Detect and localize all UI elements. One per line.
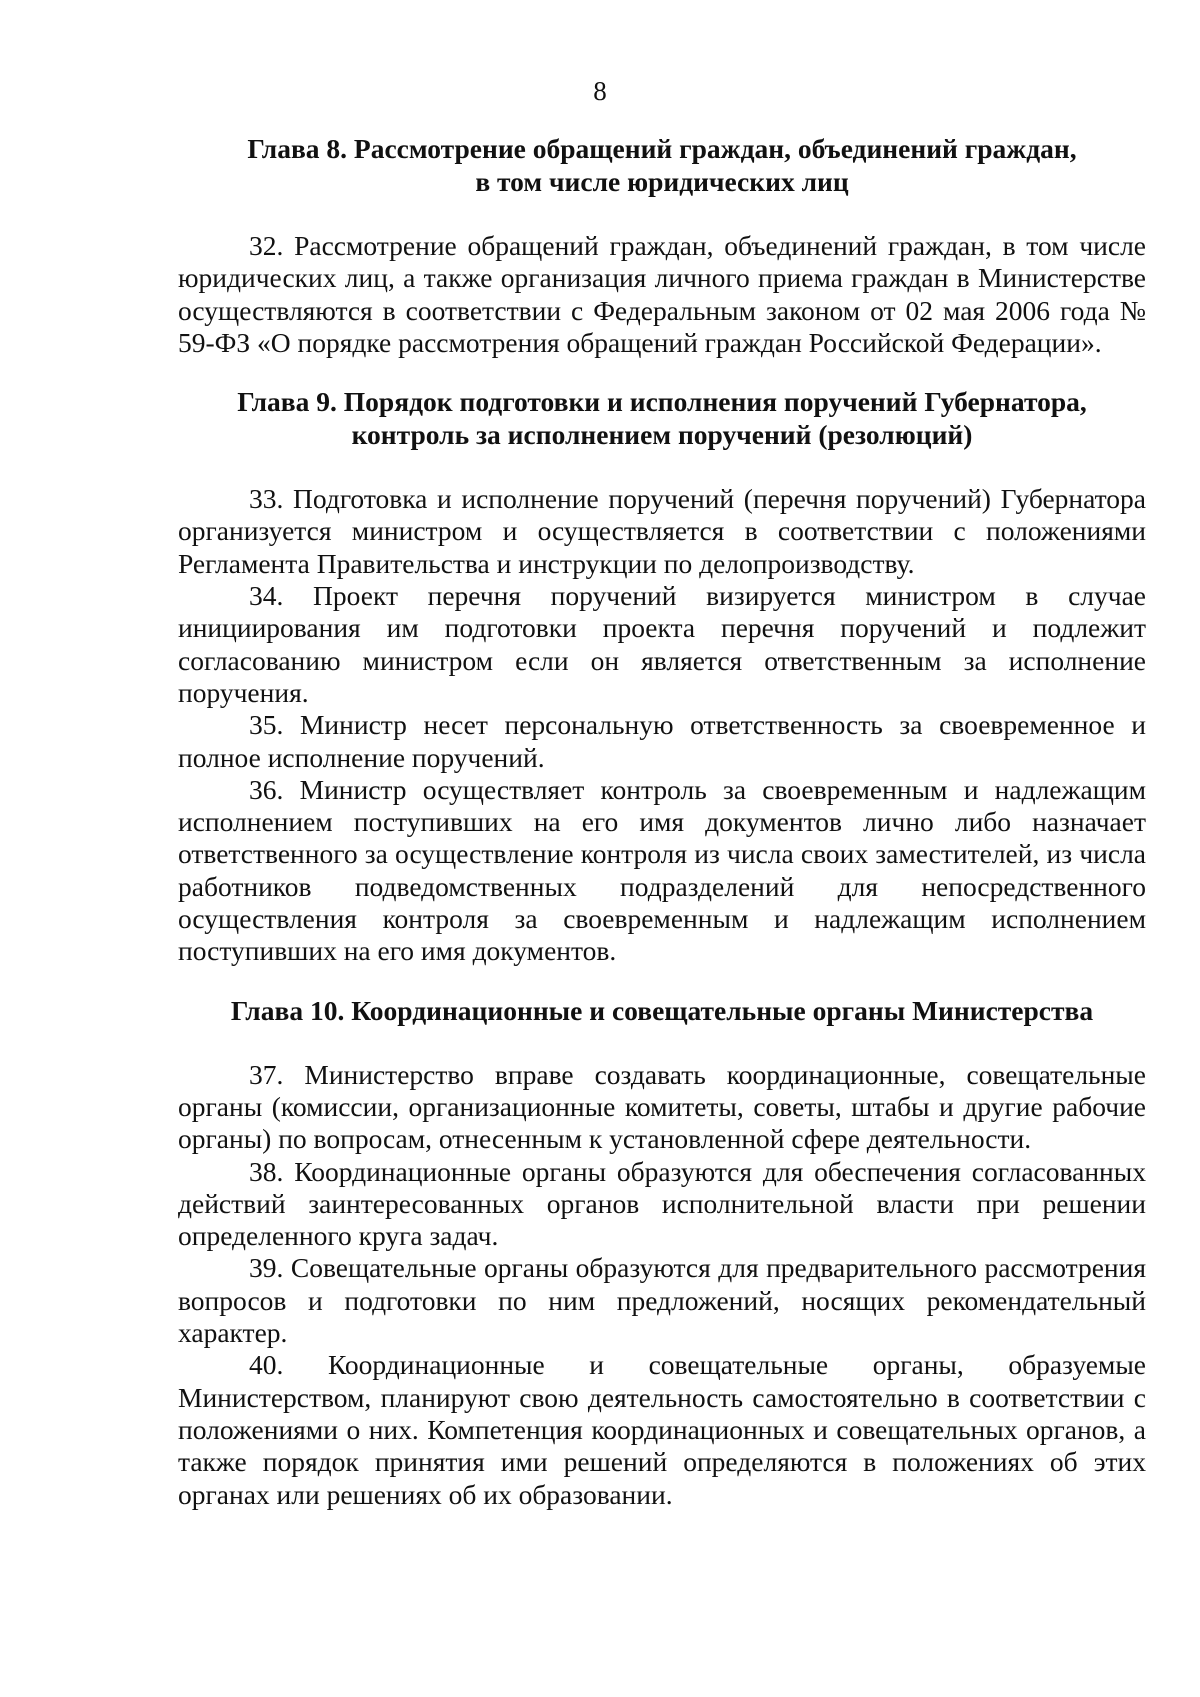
paragraph-34: 34. Проект перечня поручений визируется министром в случае инициирования им подготовки проекта перечня поручений и подлежит согласованию министром если он является ответственным за исполнение поручения. xyxy=(178,580,1146,708)
chapter-8 xyxy=(178,132,1146,359)
chapter-title xyxy=(178,132,1146,198)
paragraph-38: 38. Координационные органы образуются для обеспечения согласованных действий заинтересованных органов исполнительной власти при решении определенного круга задач. xyxy=(178,1155,1146,1252)
paragraph-37: 37. Министерство вправе создавать координационные, совещательные органы (комиссии, организационные комитеты, советы, штабы и другие рабочие органы) по вопросам, отнесенным к установленной сфере деятельности. xyxy=(178,1058,1146,1155)
chapter-title-line: Глава 9. Порядок подготовки и исполнения поручений Губернатора, xyxy=(237,386,1087,418)
document-body xyxy=(178,132,1146,1511)
page-number: 8 xyxy=(593,76,607,106)
paragraph-32: 32. Рассмотрение обращений граждан, объединений граждан, в том числе юридических лиц, а также организация личного приема граждан в Министерстве осуществляются в соответствии с Федеральным законом от 02 мая 2006 года № 59-ФЗ «О порядке рассмотрения обращений граждан Российской Федерации». xyxy=(178,230,1146,358)
chapter-title-line: Глава 8. Рассмотрение обращений граждан, объединений граждан, xyxy=(247,133,1077,164)
chapter-9 xyxy=(178,385,1146,967)
chapter-title-line: контроль за исполнением поручений (резолюций) xyxy=(351,419,973,451)
paragraph-33: 33. Подготовка и исполнение поручений (перечня поручений) Губернатора организуется министром и осуществляется в соответствии с положениями Регламента Правительства и инструкции по делопроизводству. xyxy=(178,483,1146,579)
paragraph-35: 35. Министр несет персональную ответственность за своевременное и полное исполнение поручений. xyxy=(178,709,1146,773)
chapter-title xyxy=(178,994,1146,1027)
paragraph-39: 39. Совещательные органы образуются для предварительного рассмотрения вопросов и подготовки по ним предложений, носящих рекомендательный характер. xyxy=(178,1252,1146,1349)
chapter-title-line: Глава 10. Координационные и совещательные органы Министерства xyxy=(230,994,1094,1026)
paragraph-40: 40. Координационные и совещательные органы, образуемые Министерством, планируют свою деятельность самостоятельно в соответствии с положениями о них. Компетенция координационных и совещательных органов, а также порядок принятия ими решений определяются в положениях об этих органах или решениях об их образовании. xyxy=(178,1349,1146,1510)
chapter-title-line: в том числе юридических лиц xyxy=(475,166,849,197)
chapter-title xyxy=(178,385,1146,451)
chapter-10 xyxy=(178,994,1146,1511)
paragraph-36: 36. Министр осуществляет контроль за своевременным и надлежащим исполнением поступивших на его имя документов лично либо назначает ответственного за осуществление контроля из числа своих заместителей, из числа работников подведомственных подразделений для непосредственного осуществления контроля за своевременным и надлежащим исполнением поступивших на его имя документов. xyxy=(178,773,1146,967)
